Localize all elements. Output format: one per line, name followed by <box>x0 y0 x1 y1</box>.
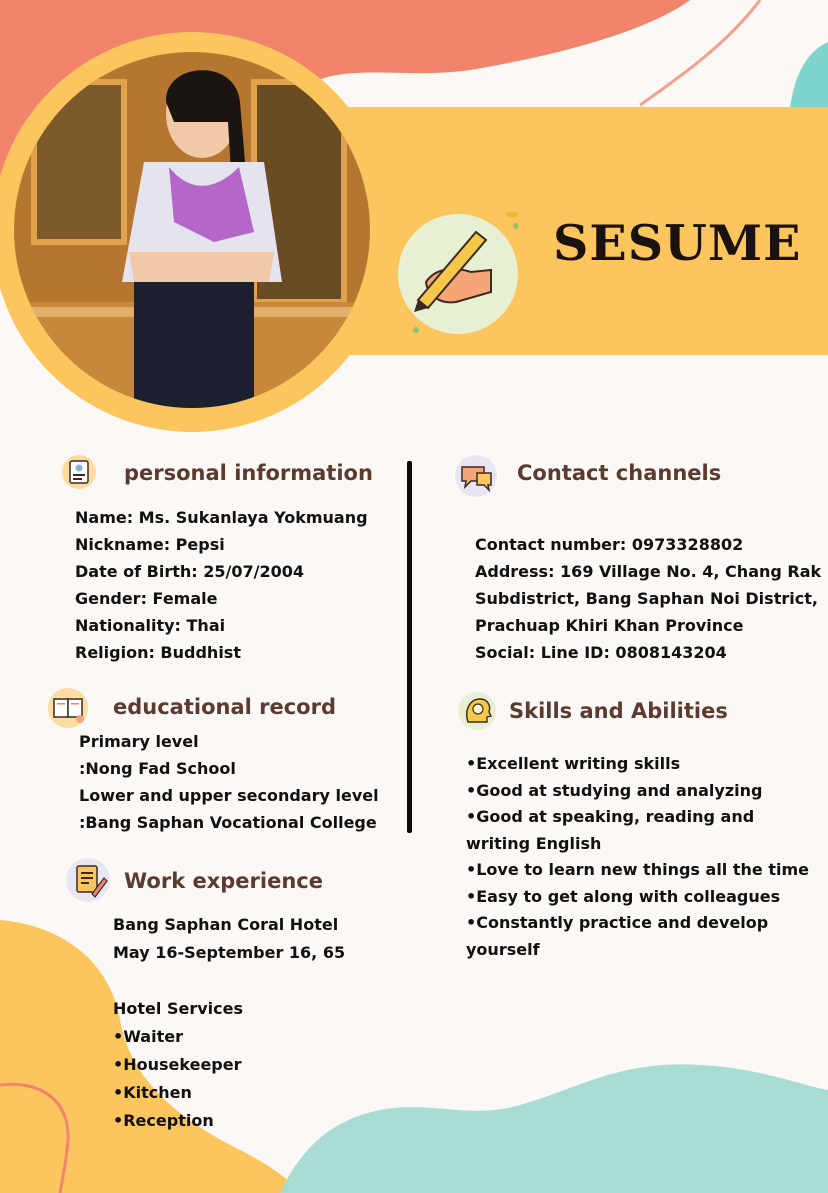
personal-info-heading: personal information <box>124 461 373 485</box>
skills-list <box>466 751 816 963</box>
pen-in-hand-icon <box>396 212 518 334</box>
profile-photo <box>14 52 370 408</box>
document-pencil-icon <box>64 856 112 904</box>
education-line: :Nong Fad School <box>79 759 236 778</box>
work-line: May 16-September 16, 65 <box>113 943 346 962</box>
work-line: Hotel Services <box>113 999 243 1018</box>
id-card-icon <box>60 453 98 491</box>
education-line: Lower and upper secondary level <box>79 786 379 805</box>
skill-item: •Constantly practice and develop yourself <box>466 913 769 959</box>
work-line: •Housekeeper <box>113 1055 242 1074</box>
work-line: Bang Saphan Coral Hotel <box>113 915 339 934</box>
skill-item: •Good at studying and analyzing <box>466 780 763 800</box>
work-line: •Kitchen <box>113 1083 192 1102</box>
work-line <box>113 967 345 995</box>
personal-info-nationality: Nationality: Thai <box>75 616 226 635</box>
contact-phone: Contact number: 0973328802 <box>475 535 744 554</box>
personal-info-name: Name: Ms. Sukanlaya Yokmuang <box>75 508 368 527</box>
education-line: Primary level <box>79 732 199 751</box>
work-heading: Work experience <box>124 869 323 893</box>
education-list <box>79 728 379 836</box>
page-title: SESUME <box>553 214 802 272</box>
book-icon <box>46 686 90 730</box>
work-line: •Waiter <box>113 1027 183 1046</box>
personal-info-gender: Gender: Female <box>75 589 218 608</box>
contact-list <box>475 531 821 666</box>
skill-item: •Love to learn new things all the time <box>466 860 809 879</box>
personal-info-nickname: Nickname: Pepsi <box>75 535 225 554</box>
skill-item: •Excellent writing skills <box>466 754 681 773</box>
personal-info-dob: Date of Birth: 25/07/2004 <box>75 562 304 581</box>
contact-address-line: Address: 169 Village No. 4, Chang Rak <box>475 562 822 581</box>
lightbulb-head-icon <box>456 690 498 732</box>
skill-item: •Easy to get along with colleagues <box>466 886 781 906</box>
contact-heading: Contact channels <box>517 461 722 485</box>
contact-address-line: Subdistrict, Bang Saphan Noi District, <box>475 589 818 608</box>
education-heading: educational record <box>113 695 337 719</box>
personal-info-list <box>75 504 368 666</box>
contact-social: Social: Line ID: 0808143204 <box>475 643 727 662</box>
contact-address-line: Prachuap Khiri Khan Province <box>475 616 744 635</box>
skill-item: •Good at speaking, reading and writing English <box>466 807 755 853</box>
skills-heading: Skills and Abilities <box>509 699 728 723</box>
speech-bubble-icon <box>453 453 499 499</box>
column-divider <box>407 461 412 833</box>
personal-info-religion: Religion: Buddhist <box>75 643 241 662</box>
work-line: •Reception <box>113 1111 214 1130</box>
education-line: :Bang Saphan Vocational College <box>79 813 377 832</box>
work-list <box>113 911 345 1135</box>
